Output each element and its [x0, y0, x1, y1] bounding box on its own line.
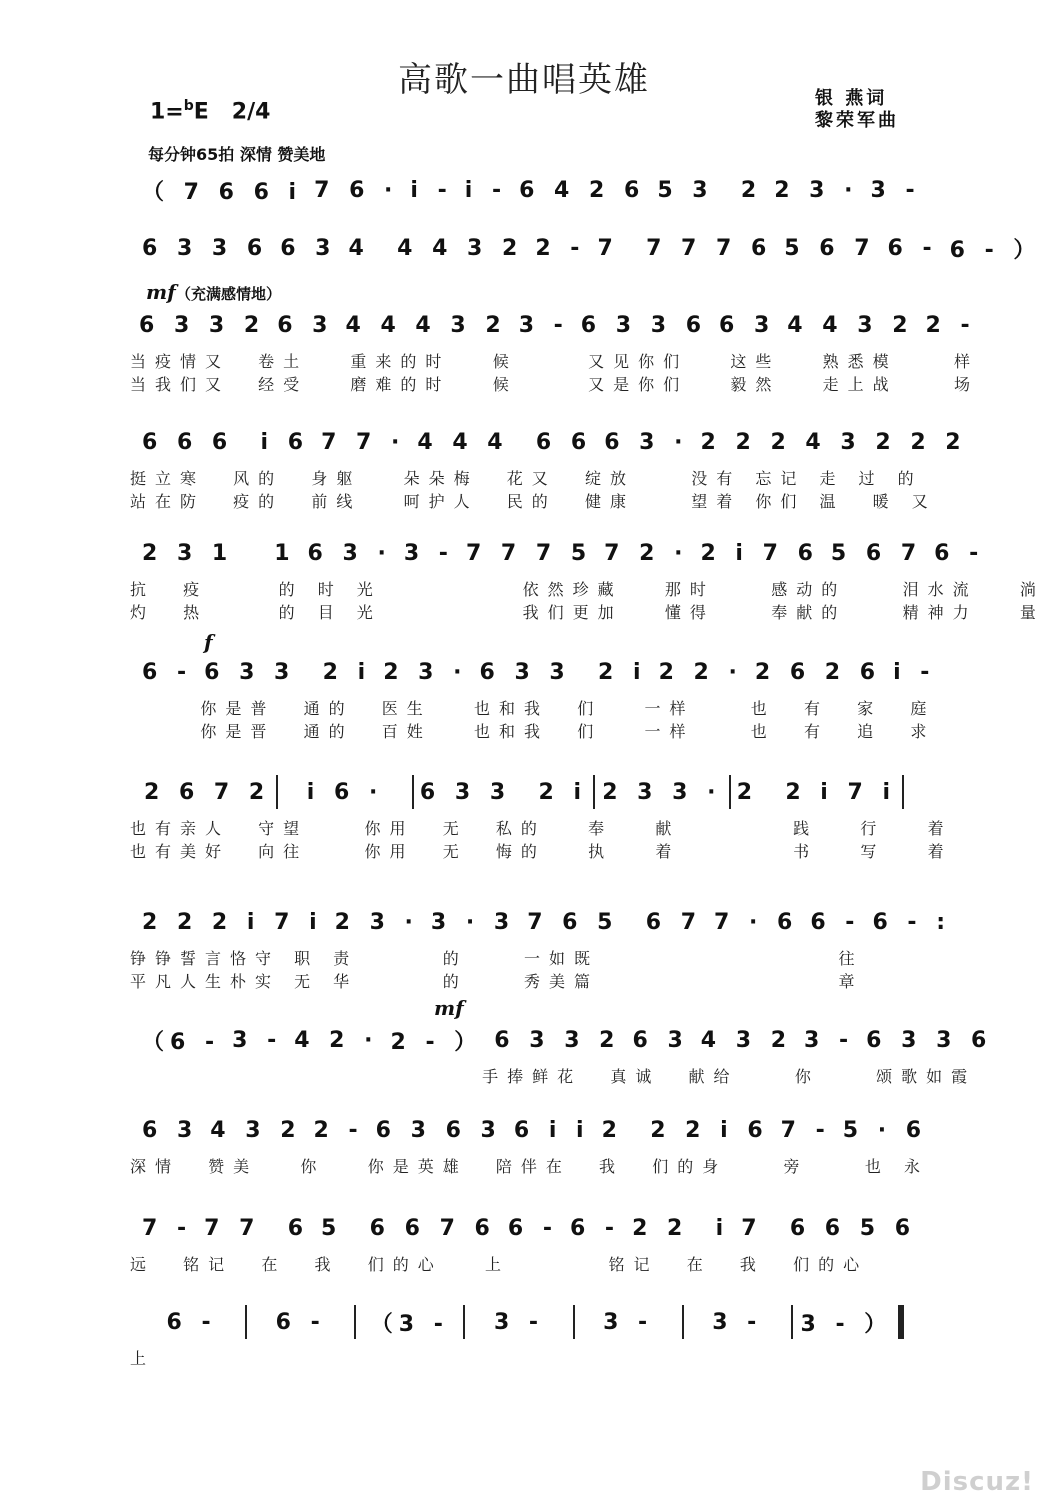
measure: 2 - [535, 235, 586, 261]
measure: （ 7 6 6 i [142, 179, 303, 205]
measure: 2 2 2 4 3 2 2 2 [700, 429, 967, 455]
measure: 3 - [712, 1309, 763, 1335]
dynamic-mf-1: mf [146, 280, 176, 304]
measure: 7 6 5 6 7 [527, 909, 703, 935]
system-5-lyrics-verse-1: 抗 疫 的 时 光 依然珍藏 那时 感动的 泪水流 淌 [130, 580, 1045, 599]
system-4-lyrics-verse-1: 挺立寒 风的 身躯 朵朵梅 花又 绽放 没有 忘记 走 过 的 [130, 469, 923, 488]
measure: 6 - [810, 909, 861, 935]
measure: 6 - [887, 235, 938, 261]
key-note: E [193, 99, 209, 125]
barline [463, 1305, 465, 1339]
measure: 6 - ） [949, 237, 1042, 263]
measure: 3 - [232, 1027, 283, 1053]
system-11-lyrics-verse-1: 远 铭记 在 我 们的心 上 铭记 在 我 们的心 [130, 1255, 869, 1274]
measure: 6 - [507, 1215, 558, 1241]
measure: 6 3 3 6 [580, 312, 708, 338]
measure: 2 2 i 7 i [736, 779, 897, 805]
measure: （3 - [370, 1311, 449, 1337]
measure: 2 2 2 i 6 [601, 1117, 769, 1143]
key-prefix: 1= [150, 99, 184, 125]
key-signature [150, 98, 270, 124]
measure: 7 - [142, 1215, 193, 1241]
measure: 6 3 3 2 [139, 312, 266, 338]
measure: 6 3 [142, 1117, 199, 1143]
measure: 4 4 3 2 [787, 312, 914, 338]
watermark-text: Discuz! [920, 1467, 1034, 1497]
measure: 2 2 · [658, 659, 743, 685]
measure: i - [893, 659, 936, 685]
system-10-lyrics-verse-1: 深情 赞美 你 你是英雄 陪伴在 我 们的身 旁 也 永 [130, 1157, 929, 1176]
system-10-notes [130, 1110, 928, 1150]
system-6-notes [130, 652, 936, 692]
measure: 5 6 7 [784, 235, 876, 261]
barline [354, 1305, 356, 1339]
time-signature: 2/4 [231, 99, 271, 125]
measure: i 6 · [306, 779, 384, 805]
measure: 4 2 · [294, 1027, 379, 1053]
system-7-notes [130, 772, 910, 812]
measure: 6 3 [632, 1027, 689, 1053]
measure: 2 6 7 2 [144, 779, 271, 805]
measure: 2 - [313, 1117, 364, 1143]
measure: 3 - [603, 1309, 654, 1335]
system-8-lyrics-verse-2: 平凡人生朴实 无 华 的 秀美篇 章 [130, 972, 864, 991]
measure: 6 3 3 2 i [479, 659, 647, 685]
measure: 6 3 3 6 [142, 235, 269, 261]
measure: 4 4 4 6 6 [417, 429, 593, 455]
barline [593, 775, 595, 809]
measure: 7 7 7 5 [465, 540, 593, 566]
barline [573, 1305, 575, 1339]
system-5-lyrics-verse-2: 灼 热 的 目 光 我们更加 懂得 奉献的 精神力 量 [130, 603, 1045, 622]
measure: 6 4 2 6 [519, 177, 646, 203]
measure: 2 - ） [390, 1029, 483, 1055]
measure: 7 2 · [604, 540, 689, 566]
system-5-notes [130, 533, 985, 573]
measure: 5 6 7 [830, 540, 923, 566]
measure: 6 i i [513, 1117, 590, 1143]
measure: 5 3 2 [657, 177, 763, 203]
tempo-marking: 每分钟65拍 深情 赞美地 [148, 145, 326, 164]
measure: 6 3 3 6 [866, 1027, 993, 1053]
measure: 4 4 4 3 2 [345, 312, 507, 338]
dynamic-f: f [204, 630, 213, 654]
measure: 7 · 6 [714, 909, 799, 935]
measure: （6 - [142, 1029, 221, 1055]
measure: 6 - [934, 540, 985, 566]
system-12-notes [130, 1302, 910, 1342]
measure: 3 - [804, 1027, 855, 1053]
measure: 6 6 6 i 6 [142, 429, 310, 455]
measure: 7 7 7 7 6 [597, 235, 773, 261]
system-3-notes [130, 305, 976, 345]
measure: 3 - [870, 177, 921, 203]
measure: 6 - [569, 1215, 621, 1241]
system-1-notes [130, 170, 921, 210]
measure: 5 · 6 [842, 1117, 928, 1143]
measure: 6 3 · [307, 540, 392, 566]
barline [276, 775, 278, 809]
measure: 3 - ） [800, 1311, 893, 1337]
measure: i - [464, 177, 508, 203]
measure: 4 4 4 3 2 [348, 235, 524, 261]
measure: 6 3 [277, 312, 334, 338]
measure: i - [410, 177, 453, 203]
measure: 2 3 1 1 [142, 540, 296, 566]
dynamic-mf-1-label: （充满感情地） [176, 285, 282, 303]
measure: 6 3 3 2 i [204, 659, 372, 685]
measure: 4 3 2 [700, 1027, 793, 1053]
measure: 2 3 · [774, 177, 859, 203]
measure: 6 - : [872, 909, 952, 935]
measure: 4 3 2 [210, 1117, 302, 1143]
measure: 2 6 2 6 [754, 659, 882, 685]
measure: 6 - [142, 659, 193, 685]
measure: 2 3 · [383, 659, 468, 685]
measure: 3 - [403, 540, 454, 566]
measure: 2 2 2 i 7 i [142, 909, 323, 935]
barline [898, 1305, 904, 1339]
composer: 黎荣军曲 [815, 110, 899, 131]
measure: 6 - [275, 1309, 326, 1335]
system-2-notes [130, 228, 1042, 268]
barline [791, 1305, 793, 1339]
system-11-notes [130, 1208, 917, 1248]
measure: 7 7 6 [204, 1215, 310, 1241]
measure: 6 3 3 2 i [419, 779, 587, 805]
system-7-lyrics-verse-1: 也有亲人 守望 你用 无 私的 奉 献 践 行 着 [130, 819, 953, 838]
measure: 3 · 3 [430, 909, 516, 935]
credits [815, 88, 899, 132]
measure: 7 7 · [321, 429, 406, 455]
barline [729, 775, 731, 809]
barline [902, 775, 904, 809]
measure: 3 - [518, 312, 569, 338]
system-8-notes [130, 902, 952, 942]
system-12-lyrics-verse-1: 上 [130, 1349, 156, 1368]
key-flat: b [183, 98, 194, 114]
measure: 6 3 [280, 235, 337, 261]
measure: 2 3 3 · [602, 779, 722, 805]
system-3-lyrics-verse-2: 当我们又 经受 磨难的时 候 又是你们 毅然 走上战 场 [130, 375, 979, 394]
barline [682, 1305, 684, 1339]
measure: 3 - [493, 1309, 545, 1335]
system-9-notes [130, 1020, 993, 1060]
song-title: 高歌一曲唱英雄 [398, 60, 650, 100]
lyricist: 银 燕词 [815, 88, 888, 109]
dynamic-mf-2: mf [434, 996, 464, 1020]
measure: 6 3 6 3 [375, 1117, 502, 1143]
measure: 6 - [166, 1309, 217, 1335]
system-6-lyrics-verse-2: 你是晋 通的 百姓 也和我 们 一样 也 有 追 求 [130, 722, 936, 741]
measure: 7 6 6 5 6 [741, 1215, 917, 1241]
barline [245, 1305, 247, 1339]
system-3-lyrics-verse-1: 当疫情又 卷土 重来的时 候 又见你们 这些 熟悉模 样 [130, 352, 979, 371]
measure: 6 3 · [604, 429, 689, 455]
system-8-lyrics-verse-1: 铮铮誓言恪守 职 责 的 一如既 往 [130, 949, 864, 968]
barline [412, 775, 414, 809]
measure: 6 3 [719, 312, 776, 338]
system-9-lyrics-verse-1: 手捧鲜花 真诚 献给 你 颂歌如霞 [130, 1067, 977, 1086]
measure: 2 i 7 6 [700, 540, 819, 566]
measure: 6 3 3 2 [494, 1027, 621, 1053]
system-4-notes [130, 422, 967, 462]
measure: 5 6 6 7 6 [321, 1215, 496, 1241]
system-6-lyrics-verse-1: 你是普 通的 医生 也和我 们 一样 也 有 家 庭 [130, 699, 936, 718]
system-7-lyrics-verse-2: 也有美好 向往 你用 无 悔的 执 着 书 写 着 [130, 842, 953, 861]
measure: 2 3 · [334, 909, 419, 935]
measure: 2 2 i [632, 1215, 730, 1241]
measure: 2 - [925, 312, 976, 338]
system-4-lyrics-verse-2: 站在防 疫的 前线 呵护人 民的 健康 望着 你们 温 暖 又 [130, 492, 937, 511]
measure: 7 - [780, 1117, 831, 1143]
measure: 7 6 · [314, 177, 399, 203]
